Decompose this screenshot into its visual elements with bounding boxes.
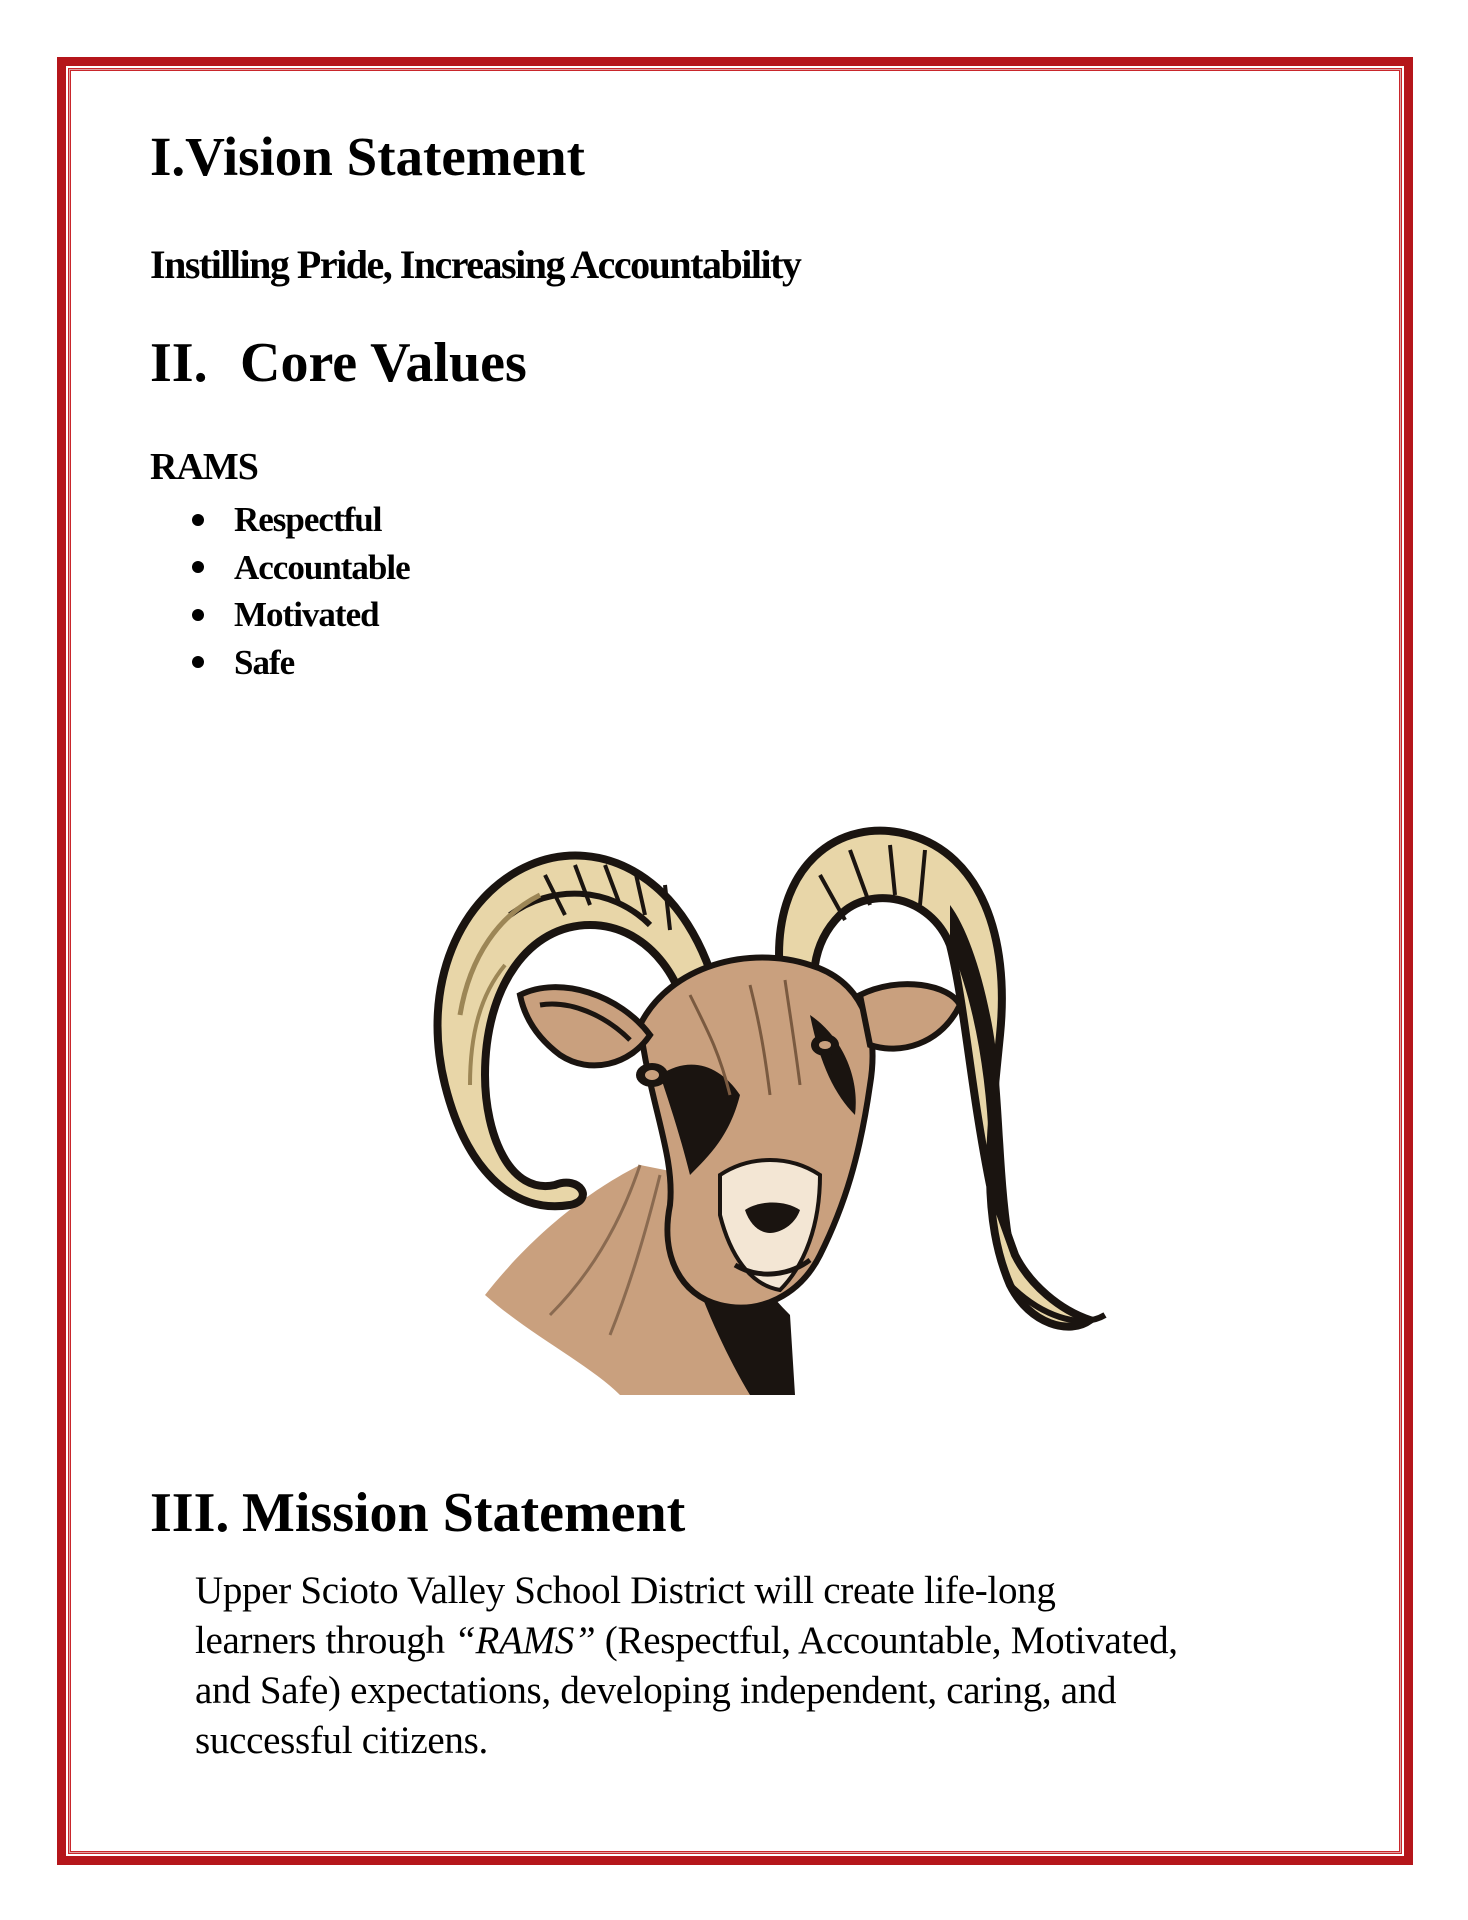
mission-line: and Safe) expectations, developing independent, caring, and: [195, 1669, 1117, 1712]
value-label: Respectful: [234, 500, 382, 539]
core-values-list: [192, 496, 410, 686]
bullet-icon: [192, 609, 204, 621]
list-item: [192, 591, 410, 639]
vision-heading: I.Vision Statement: [150, 126, 585, 187]
mission-line: Upper Scioto Valley School District will create life-long: [195, 1569, 1056, 1612]
core-values-title: Core Values: [240, 332, 527, 394]
value-label: Motivated: [234, 595, 379, 634]
ram-head-icon: [390, 755, 1140, 1400]
mission-title: Mission Statement: [242, 1482, 686, 1544]
value-label: Safe: [234, 642, 295, 682]
value-label: Accountable: [234, 547, 410, 587]
mission-line: successful citizens.: [195, 1719, 488, 1762]
rams-label: RAMS: [150, 446, 258, 488]
mission-number: III.: [150, 1482, 230, 1544]
bullet-icon: [192, 561, 204, 573]
mission-text-segment: (Respectful, Accountable, Motivated,: [595, 1619, 1178, 1662]
core-values-heading: [150, 328, 527, 398]
list-item: [192, 639, 410, 687]
mission-emphasis: “RAMS”: [454, 1619, 596, 1662]
list-item: [192, 544, 410, 592]
bullet-icon: [192, 656, 204, 668]
bullet-icon: [192, 514, 204, 526]
mission-text-segment: learners through: [195, 1619, 455, 1662]
core-values-number: II.: [150, 332, 208, 394]
mission-line: [195, 1616, 1325, 1666]
mission-paragraph: [195, 1566, 1325, 1766]
list-item: [192, 496, 410, 544]
vision-text: Instilling Pride, Increasing Accountability: [150, 242, 801, 287]
mission-heading: [150, 1478, 685, 1548]
